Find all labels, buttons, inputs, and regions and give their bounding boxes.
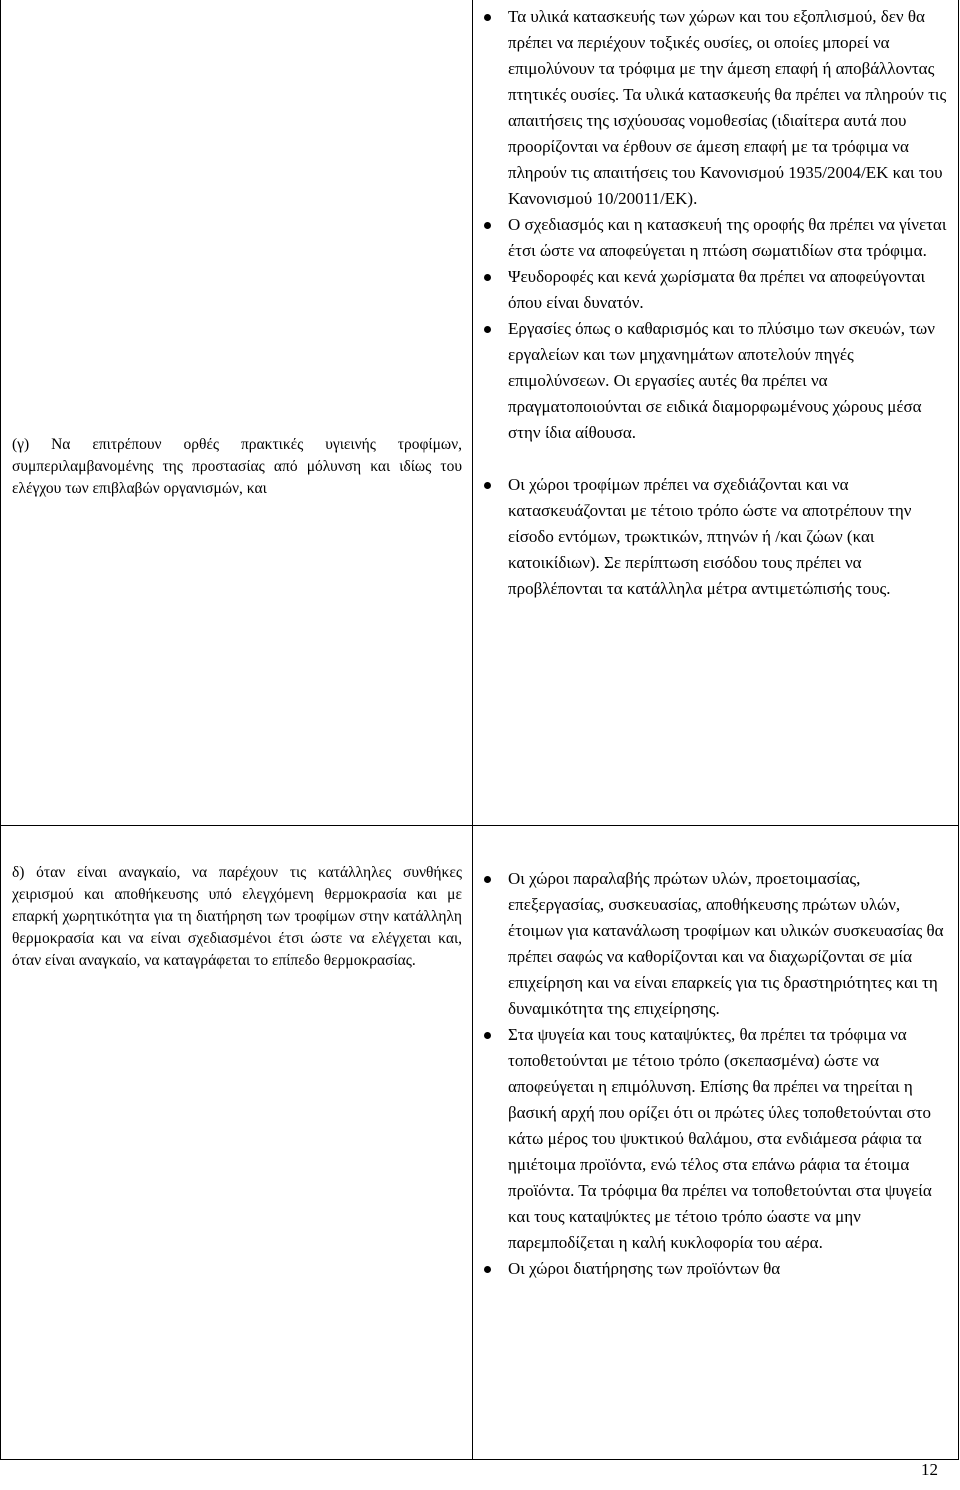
row1-left-text: (γ) Να επιτρέπουν ορθές πρακτικές υγιεινής τροφίμων, συμπεριλαμβανομένης της προστασίας από μόλυνση και ιδίως του ελέγχου των επιβλαβών οργανισμών, και <box>12 436 462 497</box>
list-item: Στα ψυγεία και τους καταψύκτες, θα πρέπει τα τρόφιμα να τοποθετούνται με τέτοιο τρόπο (σκεπασμένα) ώστε να αποφεύγεται η επιμόλυνση. Επίσης θα πρέπει να τηρείται η βασική αρχή που ορίζει ότι οι πρώτες ύλες τοποθετούνται στο κάτω μέρος του ψυκτικού θαλάμου, στα ενδιάμεσα ράφια τα ημιέτοιμα προϊόντα, ενώ τέλος στα επάνω ράφια τα έτοιμα προϊόντα. Τα τρόφιμα θα πρέπει να τοποθετούνται στα ψυγεία και τους καταψύκτες με τέτοιο τρόπο ώαστε να μην παρεμποδίζεται η καλή κυκλοφορία του αέρα. <box>484 1022 954 1256</box>
row1-right-cell <box>484 4 954 602</box>
page-number: 12 <box>921 1460 938 1479</box>
column-divider <box>472 0 473 1460</box>
list-item: Οι χώροι τροφίμων πρέπει να σχεδιάζονται και να κατασκευάζονται με τέτοιο τρόπο ώστε να αποτρέπουν την είσοδο εντόμων, τρωκτικών, πτηνών ή /και ζώων (και κατοικίδιων). Σε περίπτωση εισόδου τους πρέπει να προβλέπονται τα κατάλληλα μέτρα αντιμετώπισής τους. <box>484 472 954 602</box>
row2-left-text: δ) όταν είναι αναγκαίο, να παρέχουν τις κατάλληλες συνθήκες χειρισμού και αποθήκευσης υπό ελεγχόμενη θερμοκρασία και με επαρκή χωρητικότητα για τη διατήρηση των τροφίμων στην κατάλληλη θερμοκρασία και να είναι σχεδιασμένοι έτσι ώστε να ελέγχεται και, όταν είναι αναγκαίο, να καταγράφεται το επίπεδο θερμοκρασίας. <box>12 864 462 969</box>
bullet-icon <box>484 222 491 229</box>
list-item: Ο σχεδιασμός και η κατασκευή της οροφής θα πρέπει να γίνεται έτσι ώστε να αποφεύγεται η πτώση σωματιδίων στα τρόφιμα. <box>484 212 954 264</box>
row-divider <box>0 825 959 826</box>
list-item: Οι χώροι παραλαβής πρώτων υλών, προετοιμασίας, επεξεργασίας, συσκευασίας, αποθήκευσης πρώτων υλών, έτοιμων για κατανάλωση τροφίμων και υλικών συσκευασίας θα πρέπει σαφώς να καθορίζονται και να διαχωρίζονται σε μία επιχείρηση και να είναι επαρκείς για τις δραστηριότητες και τη δυναμικότητα της επιχείρησης. <box>484 866 954 1022</box>
list-item: Οι χώροι διατήρησης των προϊόντων θα <box>484 1256 954 1282</box>
row2-right-cell <box>484 866 954 1282</box>
bullet-icon <box>484 1266 491 1273</box>
list-item: Ψευδοροφές και κενά χωρίσματα θα πρέπει να αποφεύγονται όπου είναι δυνατόν. <box>484 264 954 316</box>
table-border-bottom <box>0 1459 959 1460</box>
bullet-icon <box>484 876 491 883</box>
list-item: Εργασίες όπως ο καθαρισμός και το πλύσιμο των σκευών, των εργαλείων και των μηχανημάτων αποτελούν πηγές επιμολύνσεων. Οι εργασίες αυτές θα πρέπει να πραγματοποιούνται σε ειδικά διαμορφωμένους χώρους μέσα στην ίδια αίθουσα. <box>484 316 954 446</box>
table-border-right <box>958 0 959 1460</box>
bullet-icon <box>484 482 491 489</box>
bullet-icon <box>484 274 491 281</box>
table-border-left <box>0 0 1 1460</box>
bullet-icon <box>484 1032 491 1039</box>
bullet-icon <box>484 14 491 21</box>
list-item: Τα υλικά κατασκευής των χώρων και του εξοπλισμού, δεν θα πρέπει να περιέχουν τοξικές ουσίες, οι οποίες μπορεί να επιμολύνουν τα τρόφιμα με την άμεση επαφή ή αποβάλλοντας πτητικές ουσίες. Τα υλικά κατασκευής θα πρέπει να πληρούν τις απαιτήσεις της ισχύουσας νομοθεσίας (ιδιαίτερα αυτά που προορίζονται να έρθουν σε άμεση επαφή με τα τρόφιμα να πληρούν τις απαιτήσεις του Κανονισμού 1935/2004/ΕΚ και του Κανονισμού 10/20011/ΕΚ). <box>484 4 954 212</box>
bullet-icon <box>484 326 491 333</box>
